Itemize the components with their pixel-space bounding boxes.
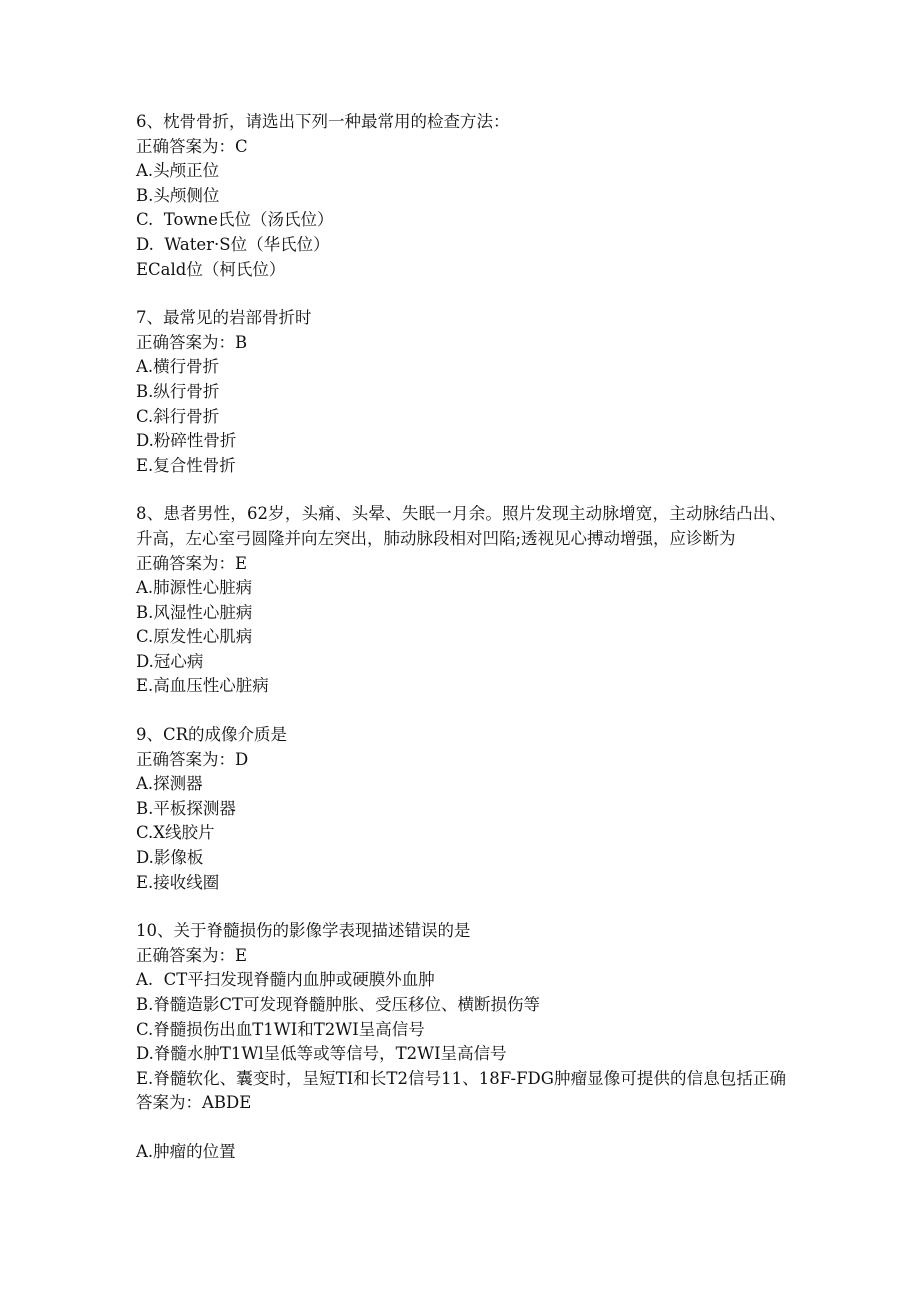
option-a: A.头颅正位 bbox=[136, 161, 220, 181]
answer-line: 正确答案为：B bbox=[136, 332, 248, 352]
option-a: A. CT平扫发现脊髓内血肿或硬膜外血肿 bbox=[136, 970, 435, 990]
option-d: D.粉碎性骨折 bbox=[136, 431, 237, 451]
question-7 bbox=[136, 306, 786, 478]
option-e: E.接收线圈 bbox=[136, 872, 220, 892]
option-b: B.平板探测器 bbox=[136, 798, 236, 818]
question-10 bbox=[136, 919, 786, 1116]
option-a: A.探测器 bbox=[136, 774, 203, 794]
document-page bbox=[136, 110, 786, 1189]
question-11-option bbox=[136, 1140, 786, 1165]
question-title: 10、关于脊髓损伤的影像学表现描述错误的是 bbox=[136, 921, 471, 941]
option-b: B.纵行骨折 bbox=[136, 381, 220, 401]
question-title: 9、CR的成像介质是 bbox=[136, 725, 288, 745]
option-b: B.脊髓造影CT可发现脊髓肿胀、受压移位、横断损伤等 bbox=[136, 995, 541, 1014]
option-d: D. Water·S位（华氏位） bbox=[136, 234, 330, 254]
option-a: A.肺源性心脏病 bbox=[136, 578, 253, 598]
option-a: A.横行骨折 bbox=[136, 357, 220, 377]
answer-line: 正确答案为：C bbox=[136, 136, 248, 156]
answer-line: 正确答案为：D bbox=[136, 749, 249, 769]
question-6 bbox=[136, 110, 786, 282]
option-a: A.肿瘤的位置 bbox=[136, 1141, 236, 1161]
option-c: C. Towne氏位（汤氏位） bbox=[136, 210, 334, 230]
question-title: 6、枕骨骨折，请选出下列一种最常用的检查方法： bbox=[136, 112, 510, 131]
option-b: B.头颅侧位 bbox=[136, 185, 220, 205]
option-e: ECald位（柯氏位） bbox=[136, 259, 286, 279]
option-e: E.高血压性心脏病 bbox=[136, 676, 269, 696]
answer-line: 正确答案为：E bbox=[136, 553, 248, 573]
option-c: C.脊髓损伤出血T1WI和T2WI呈高信号 bbox=[136, 1019, 425, 1039]
question-8 bbox=[136, 502, 786, 699]
option-c: C.X线胶片 bbox=[136, 823, 215, 843]
option-e: E.脊髓软化、囊变时，呈短TI和长T2信号11、18F-FDG肿瘤显像可提供的信息包括正确答案为：ABDE bbox=[136, 1068, 786, 1113]
answer-line: 正确答案为：E bbox=[136, 945, 248, 965]
option-d: D.影像板 bbox=[136, 848, 204, 868]
option-c: C.原发性心肌病 bbox=[136, 627, 253, 647]
question-title: 7、最常见的岩部骨折时 bbox=[136, 308, 312, 328]
question-title: 8、患者男性，62岁，头痛、头晕、失眠一月余。照片发现主动脉增宽，主动脉结凸出、升高，左心室弓圆隆并向左突出，肺动脉段相对凹陷;透视见心搏动增强，应诊断为 bbox=[136, 504, 786, 548]
option-c: C.斜行骨折 bbox=[136, 406, 220, 426]
option-d: D.脊髓水肿T1Wl呈低等或等信号，T2WI呈高信号 bbox=[136, 1044, 507, 1064]
option-e: E.复合性骨折 bbox=[136, 455, 236, 475]
question-9 bbox=[136, 723, 786, 895]
option-d: D.冠心病 bbox=[136, 651, 204, 671]
option-b: B.风湿性心脏病 bbox=[136, 602, 253, 622]
